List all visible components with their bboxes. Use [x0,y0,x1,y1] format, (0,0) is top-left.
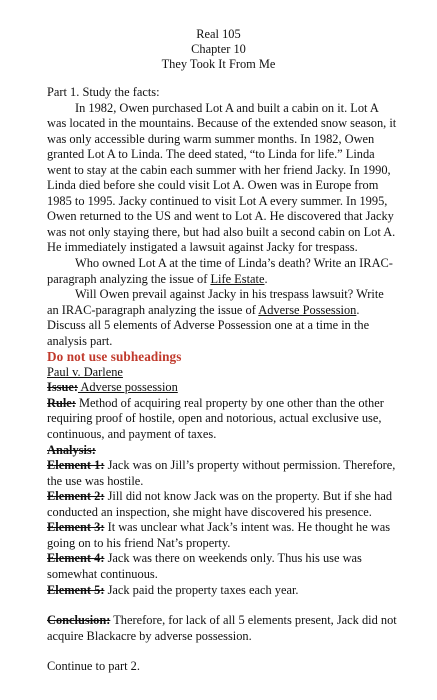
part1-heading: Part 1. Study the facts: [47,85,160,99]
question-1 [47,256,397,287]
element-4-label: Element 4: [47,551,105,566]
assignment-title: They Took It From Me [161,57,276,71]
continue-note: Continue to part 2. [47,659,140,674]
example-analysis [47,443,397,459]
element-1-text: Jack was on Jill’s property without permission. Therefore, the use was hostile. [47,458,396,488]
adverse-possession-term: Adverse Possession [258,302,357,317]
element-4-text: Jack was there on weekends only. Thus his use was somewhat continuous. [47,551,362,581]
document-body [47,85,397,675]
element-3 [47,520,397,551]
element-3-label: Element 3: [47,520,105,535]
document-header [0,27,437,72]
rule-text: Method of acquiring real property by one other than the other requiring proof of hostile, open and notorious, actual exclusive use, continuous, and payment of taxes. [47,395,384,442]
question-1-end: . [264,271,268,286]
element-5-text: Jack paid the property taxes each year. [104,582,299,597]
element-1-label: Element 1: [47,458,105,473]
issue-text: Adverse possession [77,380,178,395]
element-2-label: Element 2: [47,489,105,504]
analysis-label: Analysis: [47,442,96,457]
subheading-warning: Do not use subheadings [47,349,182,365]
example-case-name: Paul v. Darlene [47,364,123,379]
spacer [47,598,397,613]
element-5 [47,583,397,599]
element-2 [47,489,397,520]
facts-paragraph: In 1982, Owen purchased Lot A and built a cabin on it. Lot A was located in the mountains. Because of the extended snow season, it was only accessible during warm summer months. In 1982, Owen granted Lot A to Linda. The deed stated, “to Linda for life.” Linda went to stay at the cabin each summer with her friend Jacky. In 1990, Linda died before she could visit Lot A. Owen was in Europe from 1985 to 1995. Jacky continued to visit Lot A every summer. In 1995, Owen returned to the US and went to Lot A. He discovered that Jacky was not only staying there, but had also built a second cabin on Lot A. He immediately instigated a lawsuit against Jacky for trespass. [47,100,397,255]
life-estate-term: Life Estate [210,271,265,286]
conclusion-label: Conclusion: [47,613,111,628]
chapter-title: Chapter 10 [191,42,246,56]
spacer [47,644,397,659]
question-2-end: . Discuss all 5 elements of Adverse Possession one at a time in the analysis part. [47,302,370,348]
question-1-text: Who owned Lot A at the time of Linda’s death? Write an IRAC-paragraph analyzing the issue of [47,256,393,286]
example-conclusion [47,613,397,644]
element-4 [47,551,397,582]
element-1 [47,458,397,489]
conclusion-text: Therefore, for lack of all 5 elements present, Jack did not acquire Blackacre by adverse possession. [47,613,397,643]
question-2-text: Will Owen prevail against Jacky in his trespass lawsuit? Write an IRAC-paragraph analyzing the issue of [47,287,384,317]
element-5-label: Element 5: [47,582,105,597]
element-3-text: It was unclear what Jack’s intent was. He thought he was going on to his friend Nat’s property. [47,520,391,550]
question-2 [47,287,397,349]
rule-label: Rule: [47,395,76,410]
issue-label: Issue: [47,380,78,395]
example-issue [47,380,397,396]
element-2-text: Jill did not know Jack was on the property. But if she had conducted an inspection, she might have discovered his presence. [47,489,393,519]
course-title: Real 105 [196,27,241,41]
example-rule [47,396,397,443]
